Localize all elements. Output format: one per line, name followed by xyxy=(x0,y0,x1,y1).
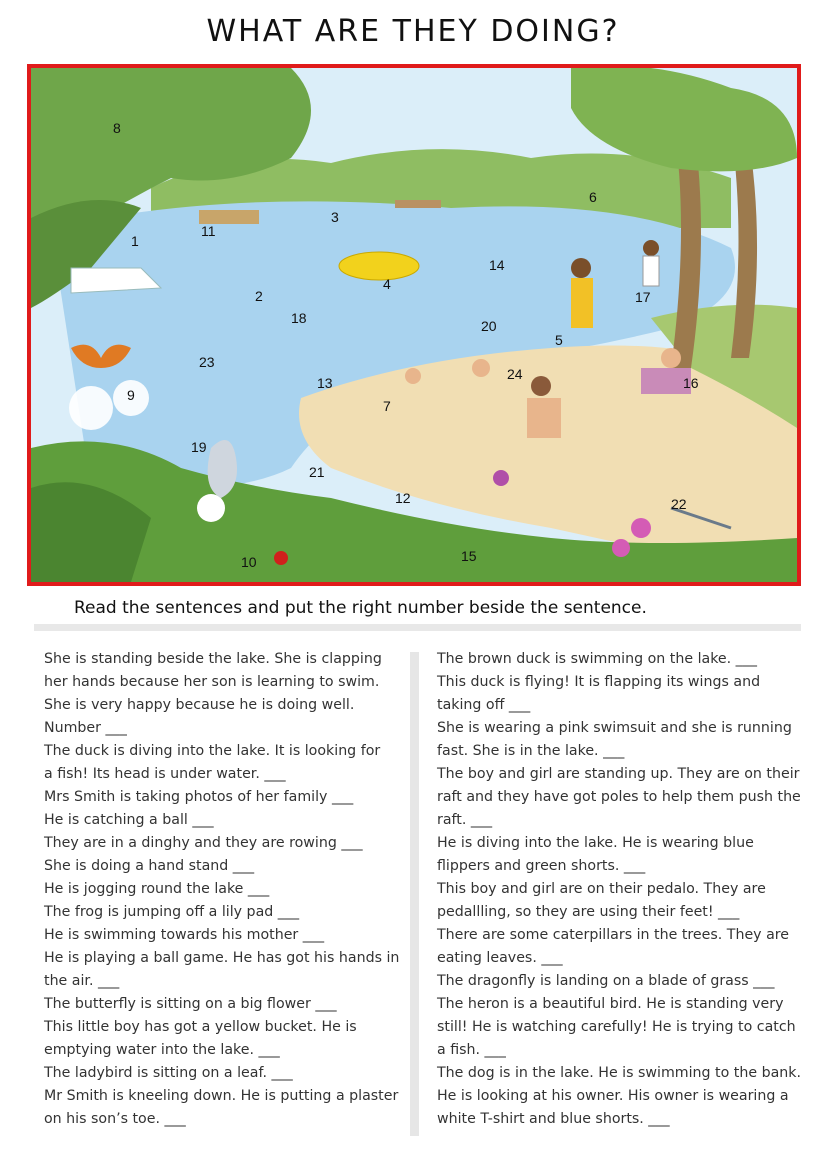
scene-number: 16 xyxy=(683,375,699,391)
sentence-line: eating leaves. ___ xyxy=(437,950,563,966)
scene-number: 15 xyxy=(461,548,477,564)
scene-number: 18 xyxy=(291,310,307,326)
sentence-line: raft and they have got poles to help them push the xyxy=(437,789,801,805)
scene-number: 10 xyxy=(241,554,257,570)
sentence-line: pedallling, so they are using their feet! ___ xyxy=(437,904,740,920)
scene-number: 5 xyxy=(555,332,563,348)
sentence-line: She is wearing a pink swimsuit and she is running xyxy=(437,720,792,736)
sentence-line: a fish! Its head is under water. ___ xyxy=(44,766,286,782)
scene-number: 2 xyxy=(255,288,263,304)
sentence-line: There are some caterpillars in the trees. They are xyxy=(437,927,790,943)
section-divider xyxy=(34,624,801,631)
sentences-left-column xyxy=(44,648,404,1131)
sentence-line: He is diving into the lake. He is wearing blue xyxy=(437,835,754,851)
sentence-line: fast. She is in the lake. ___ xyxy=(437,743,625,759)
scene-number: 23 xyxy=(199,354,215,370)
sentence-line: This duck is flying! It is flapping its wings and xyxy=(437,674,761,690)
scene-number: 9 xyxy=(127,387,135,403)
sentence-line: The ladybird is sitting on a leaf. ___ xyxy=(44,1065,293,1081)
scene-number: 4 xyxy=(383,276,391,292)
sentence-line: The boy and girl are standing up. They are on their xyxy=(437,766,800,782)
scene-number: 14 xyxy=(489,257,505,273)
sentence-line: He is looking at his owner. His owner is wearing a xyxy=(437,1088,789,1104)
sentence-line: He is catching a ball ___ xyxy=(44,812,214,828)
sentence-line: The brown duck is swimming on the lake. ___ xyxy=(437,651,757,667)
sentence-line: a fish. ___ xyxy=(437,1042,506,1058)
sentence-line: Number ___ xyxy=(44,720,127,736)
sentence-line: Mrs Smith is taking photos of her family ___ xyxy=(44,789,354,805)
scene-number: 24 xyxy=(507,366,523,382)
instruction-text: Read the sentences and put the right number beside the sentence. xyxy=(74,598,647,618)
scene-number: 19 xyxy=(191,439,207,455)
scene-number: 6 xyxy=(589,189,597,205)
sentence-line: Mr Smith is kneeling down. He is putting a plaster xyxy=(44,1088,399,1104)
scene-number: 12 xyxy=(395,490,411,506)
sentence-line: The dragonfly is landing on a blade of grass ___ xyxy=(437,973,775,989)
sentence-line: flippers and green shorts. ___ xyxy=(437,858,646,874)
worksheet-title: WHAT ARE THEY DOING? xyxy=(206,14,620,49)
sentence-line: emptying water into the lake. ___ xyxy=(44,1042,280,1058)
sentence-line: The duck is diving into the lake. It is looking for xyxy=(44,743,381,759)
sentence-line: still! He is watching carefully! He is trying to catch xyxy=(437,1019,796,1035)
column-divider xyxy=(410,652,419,1136)
lake-scene-illustration xyxy=(27,64,801,586)
scene-number: 11 xyxy=(201,223,216,239)
scene-number: 3 xyxy=(331,209,339,225)
sentence-line: her hands because her son is learning to swim. xyxy=(44,674,380,690)
sentence-line: She is standing beside the lake. She is clapping xyxy=(44,651,382,667)
scene-number: 22 xyxy=(671,496,687,512)
scene-number: 17 xyxy=(635,289,651,305)
sentence-line: raft. ___ xyxy=(437,812,493,828)
sentence-line: taking off ___ xyxy=(437,697,531,713)
sentence-line: They are in a dinghy and they are rowing ___ xyxy=(44,835,363,851)
scene-number: 7 xyxy=(383,398,391,414)
sentence-line: the air. ___ xyxy=(44,973,120,989)
sentence-line: She is doing a hand stand ___ xyxy=(44,858,255,874)
sentence-line: The dog is in the lake. He is swimming to the bank. xyxy=(437,1065,802,1081)
sentence-line: She is very happy because he is doing well. xyxy=(44,697,355,713)
scene-number: 20 xyxy=(481,318,497,334)
scene-number: 8 xyxy=(113,120,121,136)
scene-number: 1 xyxy=(131,233,139,249)
sentence-line: He is swimming towards his mother ___ xyxy=(44,927,325,943)
sentence-line: This boy and girl are on their pedalo. They are xyxy=(437,881,766,897)
sentence-line: white T-shirt and blue shorts. ___ xyxy=(437,1111,670,1127)
sentence-line: He is jogging round the lake ___ xyxy=(44,881,270,897)
sentences-right-column xyxy=(437,648,807,1131)
sentence-line: on his son’s toe. ___ xyxy=(44,1111,186,1127)
sentence-line: The heron is a beautiful bird. He is standing very xyxy=(437,996,784,1012)
scene-number: 13 xyxy=(317,375,333,391)
sentence-line: The butterfly is sitting on a big flower ___ xyxy=(44,996,337,1012)
sentence-line: The frog is jumping off a lily pad ___ xyxy=(44,904,300,920)
sentence-line: He is playing a ball game. He has got his hands in xyxy=(44,950,400,966)
sentence-line: This little boy has got a yellow bucket. He is xyxy=(44,1019,357,1035)
scene-number: 21 xyxy=(309,464,325,480)
